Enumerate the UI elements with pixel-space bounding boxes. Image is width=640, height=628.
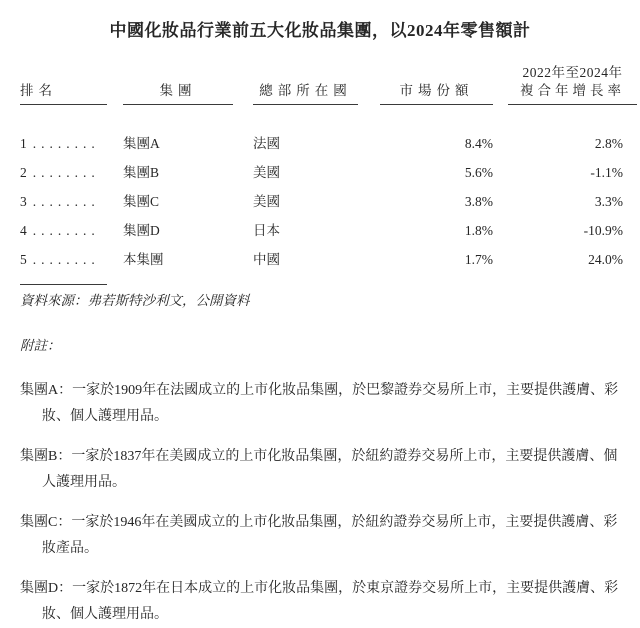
note-text: 一家於1837年在美國成立的上市化妝品集團，於紐約證券交易所上市，主要提供護膚、個人護理用品。 (42, 449, 618, 490)
market-share-cell: 1.7% (464, 252, 493, 267)
group-cell: 本集團 (123, 252, 164, 267)
note-label: 集團A： (20, 383, 73, 398)
note-item (20, 444, 622, 496)
table-row (20, 193, 640, 222)
header-hq-country-label: 總部所在國 (259, 83, 352, 98)
leader-dots: ........ (32, 223, 100, 238)
group-cell: 集團B (123, 165, 160, 180)
header-market-share-label: 市場份額 (399, 83, 474, 98)
rank-number: 1 (20, 136, 27, 151)
table-row (20, 251, 640, 280)
group-cell: 集團C (123, 194, 160, 209)
table-row (20, 135, 640, 164)
leader-dots: ........ (32, 194, 100, 209)
hq-country-cell: 美國 (253, 165, 280, 180)
header-market-share (380, 65, 493, 105)
note-item (20, 378, 622, 430)
hq-country-cell: 美國 (253, 194, 280, 209)
cagr-cell: 2.8% (594, 136, 623, 151)
rank-number: 3 (20, 194, 27, 209)
rank-number: 4 (20, 223, 27, 238)
cagr-cell: 24.0% (588, 252, 623, 267)
rank-number: 5 (20, 252, 27, 267)
header-rank (20, 65, 107, 105)
notes-heading: 附註： (20, 338, 61, 353)
note-text: 一家於1909年在法國成立的上市化妝品集團，於巴黎證券交易所上市，主要提供護膚、彩妝、個人護理用品。 (42, 383, 619, 424)
leader-dots: ........ (32, 136, 100, 151)
source-line: 資料來源：弗若斯特沙利文，公開資料 (20, 293, 250, 308)
note-label: 集團B： (20, 449, 72, 464)
table-header-row (20, 65, 640, 105)
ranking-table (20, 65, 640, 280)
table-row (20, 222, 640, 251)
cagr-cell: -10.9% (583, 223, 623, 238)
header-cagr-line2: 複合年增長率 (520, 83, 625, 98)
hq-country-cell: 中國 (253, 252, 280, 267)
rank-cell (20, 135, 107, 164)
table-body (20, 135, 640, 280)
group-cell: 集團A (123, 136, 160, 151)
market-share-cell: 5.6% (464, 165, 493, 180)
rank-cell (20, 251, 107, 280)
cagr-cell: 3.3% (594, 194, 623, 209)
header-hq-country (253, 65, 358, 105)
note-label: 集團C： (20, 515, 72, 530)
header-rank-label: 排名 (20, 83, 57, 98)
rank-number: 2 (20, 165, 27, 180)
note-text: 一家於1946年在美國成立的上市化妝品集團，於紐約證券交易所上市，主要提供護膚、彩妝產品。 (42, 515, 618, 556)
leader-dots: ........ (32, 165, 100, 180)
note-item (20, 576, 622, 628)
hq-country-cell: 日本 (253, 223, 280, 238)
header-group (123, 65, 233, 105)
note-item (20, 510, 622, 562)
group-cell: 集團D (123, 223, 160, 238)
header-cagr (508, 65, 637, 105)
market-share-cell: 8.4% (464, 136, 493, 151)
header-group-label: 集團 (159, 83, 197, 98)
cagr-cell: -1.1% (590, 165, 623, 180)
note-text: 一家於1872年在日本成立的上市化妝品集團，於東京證券交易所上市，主要提供護膚、彩妝、個人護理用品。 (42, 581, 619, 622)
header-cagr-line1: 2022年至2024年 (522, 65, 623, 80)
rank-cell (20, 193, 107, 222)
table-row (20, 164, 640, 193)
table-title: 中國化妝品行業前五大化妝品集團，以2024年零售額計 (109, 21, 531, 40)
leader-dots: ........ (32, 252, 100, 267)
market-share-cell: 1.8% (464, 223, 493, 238)
note-label: 集團D： (20, 581, 73, 596)
rank-cell (20, 222, 107, 251)
hq-country-cell: 法國 (253, 136, 280, 151)
footnote-rule (20, 284, 107, 285)
rank-cell (20, 164, 107, 193)
market-share-cell: 3.8% (464, 194, 493, 209)
